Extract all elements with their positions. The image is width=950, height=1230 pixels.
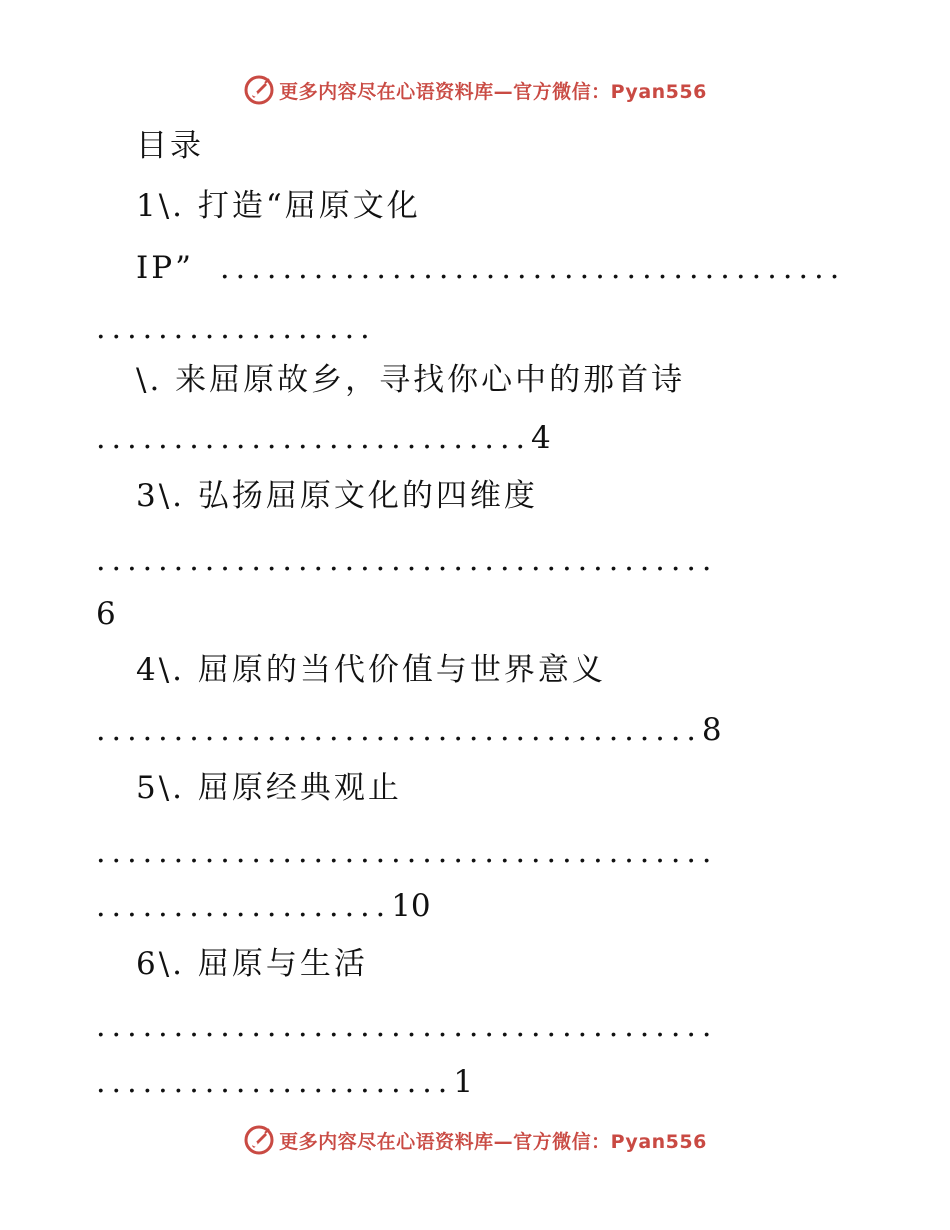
header-watermark-banner — [0, 70, 950, 110]
toc-leader-dots: .................. — [96, 311, 376, 346]
toc-entry-6-leader-line-2 — [0, 1060, 950, 1104]
toc-entry-label: 6\. 屈原与生活 — [136, 946, 368, 982]
toc-leader-dots: ........................................ — [96, 1009, 718, 1044]
toc-entry-label: 4\. 屈原的当代价值与世界意义 — [136, 652, 606, 688]
toc-title-text: 目录 — [136, 128, 204, 164]
toc-entry-1-label-line-1 — [0, 184, 950, 228]
toc-entry-6-leader-line-1 — [0, 1004, 950, 1048]
toc-entry-label: \. 来屈原故乡，寻找你心中的那首诗 — [136, 362, 686, 398]
watermark-text: 更多内容尽在心语资料库—官方微信：Pyan556 — [279, 80, 707, 103]
toc-leader-dots: ........................................ — [219, 251, 846, 286]
toc-leader-dots: ................... — [96, 889, 392, 924]
toc-leader-dots: ............................ — [96, 421, 532, 456]
quill-seal-icon — [243, 1124, 275, 1156]
toc-entry-5-leader-line-2 — [0, 884, 950, 928]
toc-leader-dots: ....................... — [96, 1065, 454, 1100]
footer-watermark-banner — [0, 1120, 950, 1160]
toc-leader-dots: ........................................ — [96, 835, 718, 870]
toc-entry-4-leader — [0, 708, 950, 752]
toc-entry-5-label — [0, 766, 950, 810]
toc-entry-6-label — [0, 942, 950, 986]
toc-entry-2-label — [0, 358, 950, 402]
toc-entry-3-label — [0, 474, 950, 518]
toc-entry-label: 3\. 弘扬屈原文化的四维度 — [136, 478, 538, 514]
toc-entry-1-leader-line-2 — [0, 306, 950, 350]
toc-entry-1-label-line-2 — [0, 246, 950, 290]
toc-leader-dots: ........................................ — [96, 543, 718, 578]
toc-entry-3-leader — [0, 538, 950, 582]
toc-title — [0, 124, 950, 168]
toc-entry-2-leader — [0, 416, 950, 460]
toc-entry-label: IP” — [136, 250, 194, 286]
toc-page-number: 8 — [701, 712, 722, 748]
toc-page-number: 4 — [531, 420, 551, 456]
toc-entry-3-page-line — [0, 592, 950, 636]
toc-entry-4-label — [0, 648, 950, 692]
watermark-text: 更多内容尽在心语资料库—官方微信：Pyan556 — [279, 1130, 707, 1153]
toc-entry-5-leader-line-1 — [0, 830, 950, 874]
quill-seal-icon — [243, 74, 275, 106]
toc-leader-dots: ....................................... — [96, 713, 702, 748]
toc-page-number: 10 — [391, 888, 431, 924]
toc-entry-label: 5\. 屈原经典观止 — [136, 770, 402, 806]
toc-page-number: 6 — [96, 596, 116, 632]
toc-page-number: 1 — [453, 1064, 474, 1100]
toc-entry-label: 1\. 打造“屈原文化 — [136, 188, 421, 224]
